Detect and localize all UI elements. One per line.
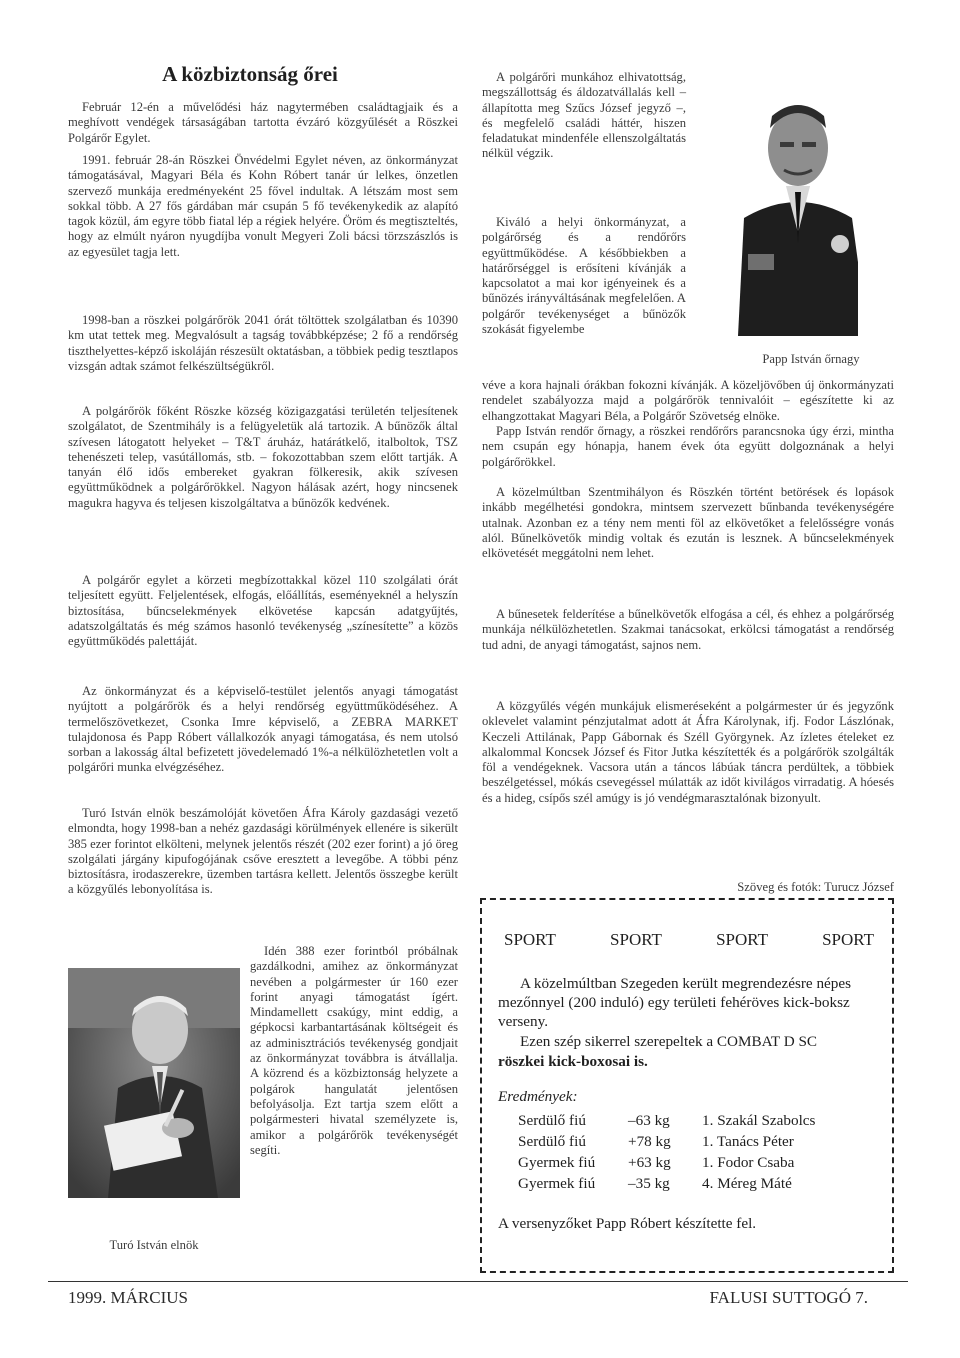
sport-closing: A versenyzőket Papp Róbert készítette fel.: [498, 1215, 757, 1232]
result-place: 1. Tanács Péter: [702, 1133, 794, 1150]
sport-success-club: röszkei kick-boxosai is.: [498, 1053, 648, 1070]
result-category: Serdülő fiú: [518, 1133, 586, 1150]
paragraph: Az önkormányzat és a képviselő-testület jelentős anyagi támogatást nyújtott a polgárőrök és a helyi rendőrség együttműködéséhez. A termelőszövetkezet, Csonka Imre képviselő, a ZEBRA MARKET tulajdonosa és Papp Róbert vállalkozók anyagi támogatása, és nem utolsó sorban a lakosság által befizetett jövedelemadó 1%-a nélkülözhetetlen volt a polgárőri munka elvégzéséhez.: [68, 684, 458, 775]
result-place: 1. Szakál Szabolcs: [702, 1112, 816, 1129]
sport-heading: SPORT: [504, 930, 556, 949]
paragraph: A bűnesetek felderítése a bűnelkövetők elfogása a cél, és ehhez a polgárőrség munkája nélkülözhetetlen. Szakmai tanácsokat, erkölcsi támogatást a rendőrség tud adni, de anyagi támogatást, sajnos nem.: [482, 607, 894, 652]
paragraph: Turó István elnök beszámolóját követően Áfra Károly gazdasági vezető elmondta, hogy 1998-ban a nehéz gazdasági körülmények ellenére is sikerült 385 ezer forintot elkölteni, melynek jelentős részét (202 ezer forint) a jó öreg szolgálati járgány kipufogójának csőve eresztett a levegőbe. A többi pénz biztosításra, irodaszerekre, üzemben tartásra kellett. Jelentős összegbe került a közgyűlés lebonyolítása is.: [68, 806, 458, 897]
result-weight: +78 kg: [628, 1133, 671, 1150]
photo-papp-istvan: [718, 68, 894, 336]
paragraph: A közelmúltban Szentmihályon és Röszkén történt betörések és lopások inkább megélhetési gondokra, mintsem szervezett bűnbanda tevékenységére utalnak. Azonban ez a tény nem menti föl az elkövetőket a felelősségre vonás alól. Bűnelkövetők mindig voltak és ezután is lesznek. A bűncselekmények elkövetését meggátolni nem lehet.: [482, 485, 894, 561]
photo-credit: Szöveg és fotók: Turucz József: [737, 880, 894, 894]
result-category: Gyermek fiú: [518, 1175, 596, 1192]
result-row: [518, 1154, 858, 1174]
result-row: [518, 1175, 858, 1195]
photo-caption-right: Papp István őrnagy: [762, 352, 860, 366]
photo-turo-istvan: [68, 968, 240, 1198]
result-category: Gyermek fiú: [518, 1154, 596, 1171]
footer-publication-page: FALUSI SUTTOGÓ 7.: [709, 1288, 868, 1307]
result-weight: –63 kg: [628, 1112, 670, 1129]
paragraph: Február 12-én a művelődési ház nagytermében családtagjaik és a meghívott vendégek társaságában tartotta évzáró közgyűlését a Röszkei Polgárőr Egylet.: [68, 100, 458, 145]
result-place: 1. Fodor Csaba: [702, 1154, 795, 1171]
results-label: Eredmények:: [498, 1088, 578, 1105]
article-title: A közbiztonság őrei: [162, 62, 338, 86]
result-category: Serdülő fiú: [518, 1112, 586, 1129]
sport-heading: SPORT: [716, 930, 768, 949]
footer-issue-date: 1999. MÁRCIUS: [68, 1288, 188, 1307]
paragraph: A polgárőr egylet a körzeti megbízottakkal közel 110 szolgálati órát teljesített együtt. Feljelentések, elfogás, előállítás, eseményeknél a helyszín biztosítása, bűncselekmények elkövetése kapcsán adatgyűjtés, adatszolgáltatás és még számos hasonló tevékenység „színesítette” a közös együttműködés palettáját.: [68, 573, 458, 649]
sport-box: [480, 898, 894, 1273]
result-place: 4. Méreg Máté: [702, 1175, 792, 1192]
result-row: [518, 1133, 858, 1153]
sport-heading: SPORT: [822, 930, 874, 949]
paragraph: A polgárőrök főként Röszke község közigazgatási területén teljesítenek szolgálatot, de Szentmihály is a felügyeletük alá tartozik. A bűnözők által szívesen látogatott helyeket – T&T áruház, határátkelő, italboltok, TSZ tehenészeti telep, vasútállomás, stb. – fokozottabban szem előtt tartják. A tanyán élő idős embereket gyakran fölkeresik, akik szívesen együttműködnek a polgárőrökkel. Nagyon hálásak azért, hogy nincsenek magukra hagyva és teljesen kiszolgáltatva a bűnözők kedvének.: [68, 404, 458, 510]
footer-rule: [48, 1281, 908, 1282]
sport-success: Ezen szép sikerrel szerepeltek a COMBAT D SC: [520, 1033, 818, 1050]
paragraph: A polgárőri munkához elhivatottság, megszállottság és áldozatvállalás kell – állapította meg Szűcs József jegyző –, és megfelelő családi háttér, hiszen feladatukat mindenféle ellenszolgáltatás nélkül végzik.: [482, 70, 686, 161]
sport-heading: SPORT: [610, 930, 662, 949]
paragraph: Kiváló a helyi önkormányzat, a polgárőrség és a rendőrőrs együttműködése. A későbbiekben a határőrséggel is erősíteni kívánják a kapcsolatot a mai kor igényeinek és a bűnözés irányváltásának megfelelően. A polgárőr tevékenységet a bűnözők szokását figyelembe: [482, 215, 686, 337]
result-weight: –35 kg: [628, 1175, 670, 1192]
sport-heading-row: [504, 930, 874, 950]
result-row: [518, 1112, 858, 1132]
paragraph: Papp István rendőr őrnagy, a röszkei rendőrőrs parancsnoka úgy érzi, mintha nem csupán egy hónapja, hanem évek óta együtt dolgoznának a helyi polgárőrökkel.: [482, 424, 894, 469]
paragraph-narrow: Idén 388 ezer forintból próbálnak gazdálkodni, amihez az önkormányzat nevében a polgármester úr 160 ezer forint anyagi támogatást ígért. Mindamellett csakúgy, mint eddig, a gépkocsi karbantartásának költségeit és az adminisztrációs tevékenység gondjait az önkormányzat továbbra is átvállalja. A közrend és a közbiztonság helyzete a polgárok hangulatát jelentősen befolyásolja. Ezt tartja szem előtt a polgármesteri hivatal személyzete is, amikor a polgárőrök tevékenységét segíti.: [250, 944, 458, 1157]
paragraph: véve a kora hajnali órákban fokozni kívánják. A közeljövőben új önkormányzati rendelet szabályozza majd a polgárőrök tennivalóit – egészítette ki az elhangzottakat Magyari Béla, a Polgárőr Szövetség elnöke.: [482, 378, 894, 423]
paragraph: A közgyűlés végén munkájuk elismeréseként a polgármester úr és jegyzőnk oklevelet valamint pénzjutalmat adott át Áfra Károlynak, ifj. Fodor Lászlónak, Keczeli Attilának, Papp Gábornak és Széll Györgynek. Az ízletes ételeket ez alkalommal Koncsek József és Fitor Jutka készítették és a polgárőrök szolgálták föl a vendégeknek. Vacsora után a táncos lábúak táncra perdültek, a többiek beszélgetéssel, mókás csevegéssel múlatták az időt kivilágos virradatig. A hóesés és a hideg, csípős szél amúgy is jó vendégmarasztalónak bizonyult.: [482, 699, 894, 805]
sport-intro: A közelmúltban Szegeden került megrendezésre népes mezőnnyel (200 induló) egy területi fehéröves kick-boksz verseny.: [498, 975, 852, 1030]
paragraph: 1991. február 28-án Röszkei Önvédelmi Egylet néven, az önkormányzat támogatásával, Magyari Béla és Kohn Róbert tanár úr lelkes, önzetlen szervező munkája eredményeként 25 fővel indultak. A létszám most sem sokkal több. A 27 fős gárdában már csupán 5 fő tevékenykedik az alapító tagok közül, ám egyre több fiatal lép a régiek helyére. Öröm és megtiszteltés, hogy az elmúlt nyáron nyugdíjba vonult Megyeri Zoli bácsi törzszászlós is az egyesület tagja lett.: [68, 153, 458, 259]
photo-caption-left: Turó István elnök: [109, 1238, 199, 1252]
result-weight: +63 kg: [628, 1154, 671, 1171]
paragraph: 1998-ban a röszkei polgárőrök 2041 órát töltöttek szolgálatban és 10390 km utat tettek meg. Megvalósult a tagság továbbképzése; 2 fő a rendőrség tiszthelyettes-képző iskoláján részesült oktatásban, a többiek pedig tesztlapos vizsgán adtak számot felkészültségükről.: [68, 313, 458, 373]
